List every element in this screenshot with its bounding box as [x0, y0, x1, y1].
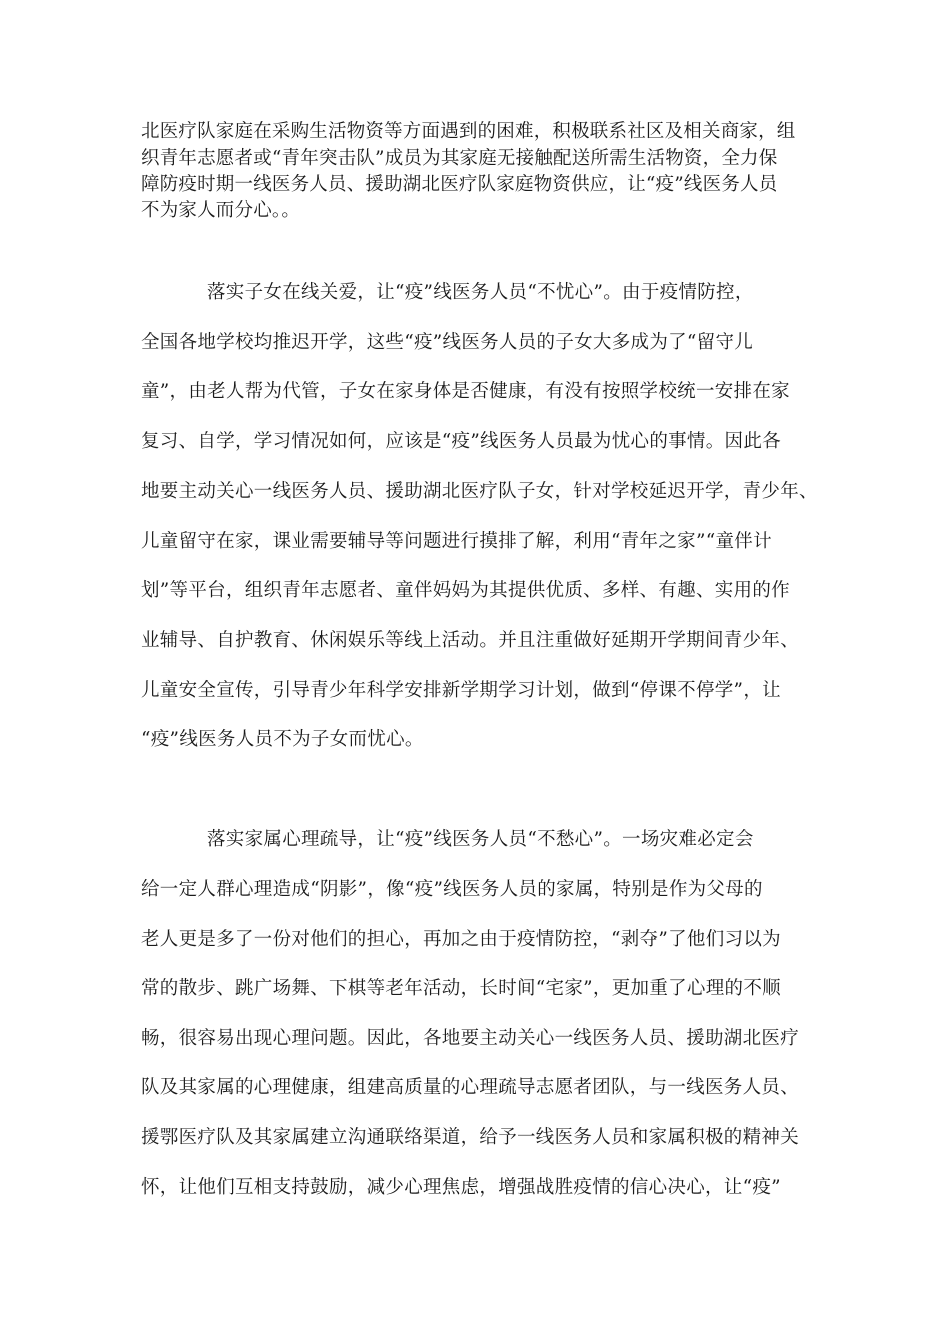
p2-line-3: 童”，由老人帮为代管，子女在家身体是否健康，有没有按照学校统一安排在家	[141, 381, 790, 402]
p2-line-9: 儿童安全宣传，引导青少年科学安排新学期学习计划，做到“停课不停学”，让	[141, 680, 781, 701]
intro-line-1: 北医疗队家庭在采购生活物资等方面遇到的困难，积极联系社区及相关商家，组	[141, 121, 796, 142]
p3-line-5: 畅，很容易出现心理问题。因此，各地要主动关心一线医务人员、援助湖北医疗	[141, 1028, 800, 1049]
p3-line-3: 老人更是多了一份对他们的担心，再加之由于疫情防控，“剥夺”了他们习以为	[141, 929, 781, 950]
p3-line-6: 队及其家属的心理健康，组建高质量的心理疏导志愿者团队，与一线医务人员、	[141, 1077, 800, 1098]
intro-line-2: 织青年志愿者或“青年突击队”成员为其家庭无接触配送所需生活物资，全力保	[141, 148, 778, 169]
p3-line-7: 援鄂医疗队及其家属建立沟通联络渠道，给予一线医务人员和家属积极的精神关	[141, 1127, 800, 1148]
intro-line-3: 障防疫时期一线医务人员、援助湖北医疗队家庭物资供应，让“疫”线医务人员	[141, 174, 778, 195]
p2-line-7: 划”等平台，组织青年志愿者、童伴妈妈为其提供优质、多样、有趣、实用的作	[141, 580, 790, 601]
p3-line-2: 给一定人群心理造成“阴影”，像“疫”线医务人员的家属，特别是作为父母的	[141, 879, 763, 900]
p2-line-2: 全国各地学校均推迟开学，这些“疫”线医务人员的子女大多成为了“留守儿	[141, 332, 754, 353]
intro-line-4: 不为家人而分心。。	[141, 200, 301, 221]
p3-line-8: 怀，让他们互相支持鼓励，减少心理焦虑，增强战胜疫情的信心决心，让“疫”	[141, 1177, 781, 1198]
p3-line-1: 落实家属心理疏导，让“疫”线医务人员“不愁心”。一场灾难必定会	[207, 829, 754, 850]
p2-line-6: 儿童留守在家，课业需要辅导等问题进行摸排了解，利用“青年之家”“童伴计	[141, 531, 772, 552]
p2-line-5: 地要主动关心一线医务人员、援助湖北医疗队子女，针对学校延迟开学，青少年、	[141, 481, 818, 502]
p2-line-8: 业辅导、自护教育、休闲娱乐等线上活动。并且注重做好延期开学期间青少年、	[141, 630, 800, 651]
p2-line-10: “疫”线医务人员不为子女而忧心。	[141, 729, 424, 750]
p3-line-4: 常的散步、跳广场舞、下棋等老年活动，长时间“宅家”，更加重了心理的不顺	[141, 978, 781, 999]
p2-line-4: 复习、自学，学习情况如何，应该是“疫”线医务人员最为忧心的事情。因此各	[141, 431, 781, 452]
p2-line-1: 落实子女在线关爱，让“疫”线医务人员“不忧心”。由于疫情防控，	[207, 282, 754, 303]
